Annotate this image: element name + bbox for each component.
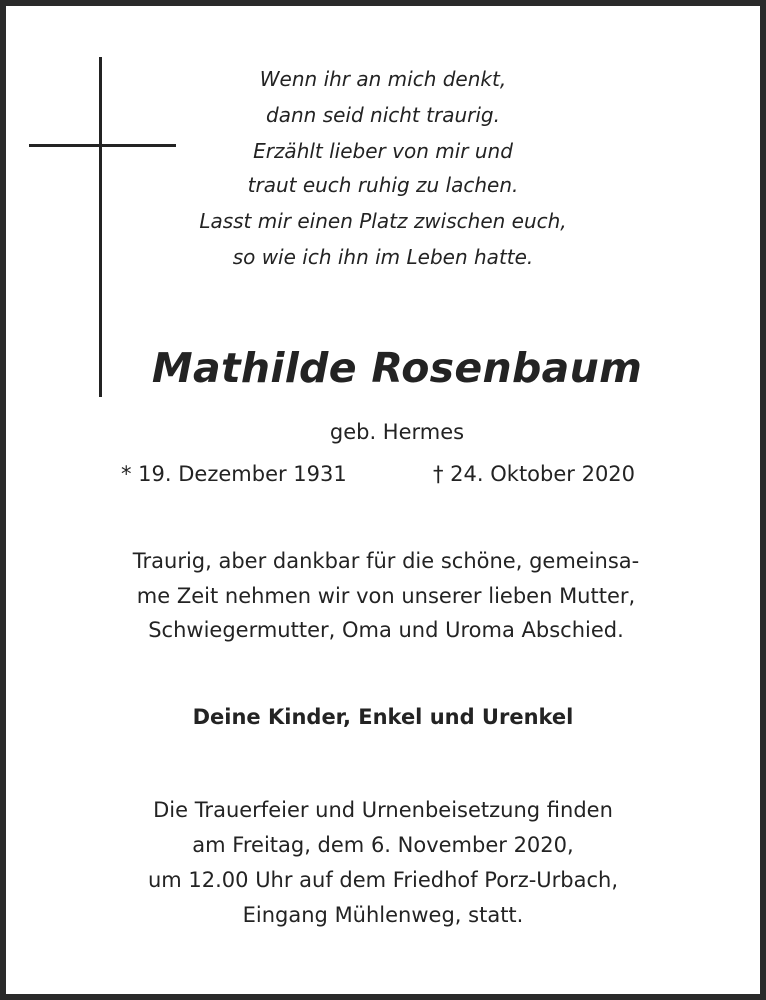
poem-line: Lasst mir einen Platz zwischen euch,: [199, 209, 567, 233]
message-line: Traurig, aber dankbar für die schöne, gemeinsa-: [132, 549, 640, 573]
ceremony-line: am Freitag, dem 6. November 2020,: [192, 833, 574, 857]
poem-line: traut euch ruhig zu lachen.: [247, 173, 519, 197]
maiden-name: geb. Hermes: [329, 420, 465, 444]
poem-line: Erzählt lieber von mir und: [253, 139, 513, 163]
deceased-name: Mathilde Rosenbaum: [151, 344, 643, 392]
death-date: † 24. Oktober 2020: [433, 462, 636, 486]
ceremony-line: um 12.00 Uhr auf dem Friedhof Porz-Urbach,: [147, 868, 619, 892]
ceremony-line: Die Trauerfeier und Urnenbeisetzung finden: [153, 798, 613, 822]
ceremony-line: Eingang Mühlenweg, statt.: [242, 903, 524, 927]
poem-line: dann seid nicht traurig.: [266, 103, 500, 127]
poem-line: so wie ich ihn im Leben hatte.: [232, 245, 534, 269]
message-line: Schwiegermutter, Oma und Uroma Abschied.: [148, 618, 624, 642]
poem-line: Wenn ihr an mich denkt,: [259, 67, 507, 91]
birth-date: * 19. Dezember 1931: [121, 462, 347, 486]
signature: Deine Kinder, Enkel und Urenkel: [192, 705, 574, 729]
message-line: me Zeit nehmen wir von unserer lieben Mutter,: [136, 584, 636, 608]
